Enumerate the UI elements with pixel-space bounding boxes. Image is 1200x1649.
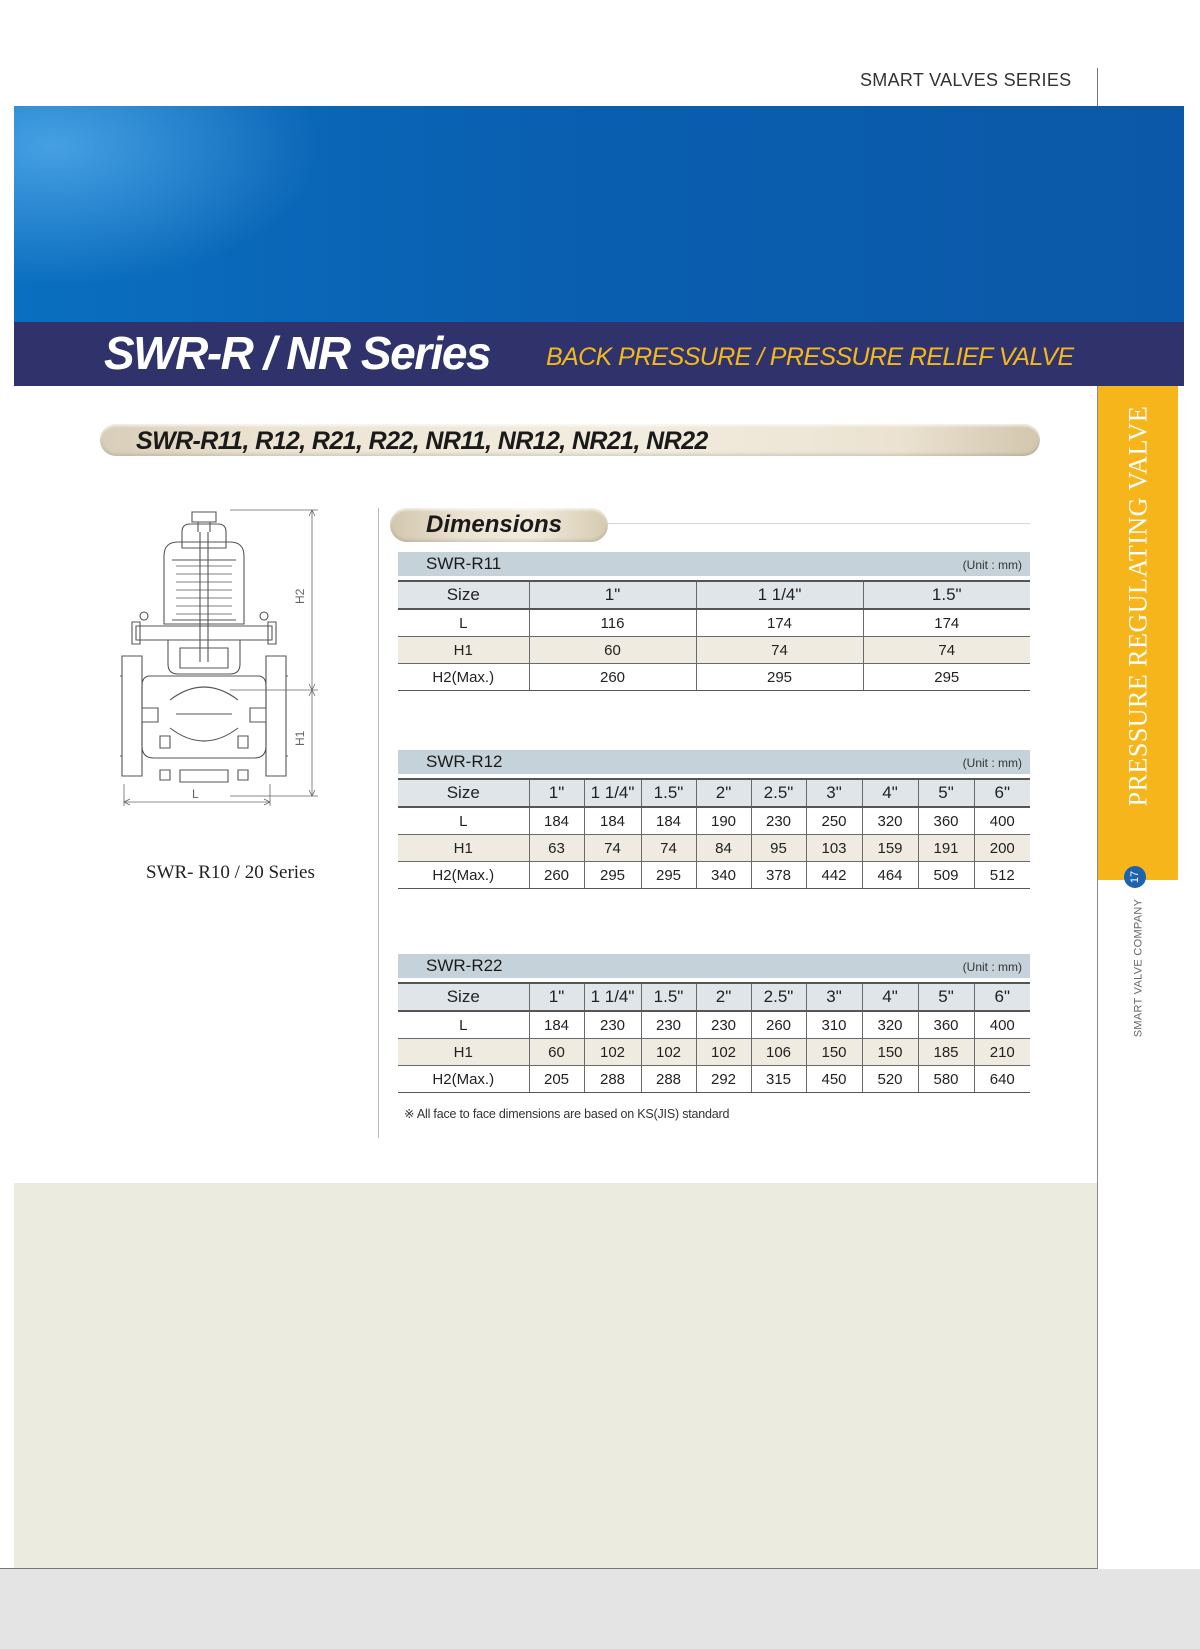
table-cell: 5" xyxy=(918,983,974,1011)
table-cell: 1.5" xyxy=(641,983,696,1011)
table-cell: 450 xyxy=(806,1066,862,1093)
table-cell: 174 xyxy=(863,609,1030,637)
table-cell: 60 xyxy=(529,1039,584,1066)
table-row xyxy=(398,609,1030,637)
table-cell: 184 xyxy=(641,807,696,835)
table-header-r11 xyxy=(398,552,1030,576)
table-row xyxy=(398,664,1030,691)
table-cell: 74 xyxy=(696,637,863,664)
table-row xyxy=(398,779,1030,807)
dim-l-label: L xyxy=(192,787,199,801)
table-header-r12 xyxy=(398,750,1030,774)
beige-panel xyxy=(14,1183,1097,1568)
table-cell: 210 xyxy=(974,1039,1030,1066)
table-cell: 102 xyxy=(584,1039,641,1066)
table-cell: 310 xyxy=(806,1011,862,1039)
table-cell: 184 xyxy=(529,1011,584,1039)
table-cell: 102 xyxy=(696,1039,751,1066)
table-cell: 250 xyxy=(806,807,862,835)
table-cell: 4" xyxy=(862,983,918,1011)
table-header-r22 xyxy=(398,954,1030,978)
page-number-badge xyxy=(1124,866,1146,888)
table-cell: 200 xyxy=(974,835,1030,862)
row-label: Size xyxy=(398,581,529,609)
table-cell: 230 xyxy=(751,807,806,835)
table-cell: 150 xyxy=(862,1039,918,1066)
dimension-table-r11 xyxy=(398,580,1030,691)
table-cell: 63 xyxy=(529,835,584,862)
table-cell: 74 xyxy=(641,835,696,862)
table-cell: 288 xyxy=(641,1066,696,1093)
table-cell: 292 xyxy=(696,1066,751,1093)
table-cell: 103 xyxy=(806,835,862,862)
table-cell: 174 xyxy=(696,609,863,637)
table-cell: 295 xyxy=(584,862,641,889)
dimension-table-r12 xyxy=(398,778,1030,889)
row-label: L xyxy=(398,609,529,637)
table-cell: 1 1/4" xyxy=(584,779,641,807)
table-cell: 360 xyxy=(918,1011,974,1039)
table-cell: 1.5" xyxy=(641,779,696,807)
table-cell: 106 xyxy=(751,1039,806,1066)
row-label: Size xyxy=(398,779,529,807)
header-divider xyxy=(1097,68,1098,106)
page-title: SWR-R / NR Series xyxy=(104,327,491,379)
table-cell: 464 xyxy=(862,862,918,889)
row-label: H1 xyxy=(398,1039,529,1066)
table-cell: 2" xyxy=(696,779,751,807)
table-cell: 295 xyxy=(641,862,696,889)
table-cell: 260 xyxy=(751,1011,806,1039)
table-title: SWR-R11 xyxy=(426,554,502,573)
table-cell: 320 xyxy=(862,807,918,835)
table-row xyxy=(398,1011,1030,1039)
table-cell: 288 xyxy=(584,1066,641,1093)
table-cell: 360 xyxy=(918,807,974,835)
table-cell: 95 xyxy=(751,835,806,862)
table-cell: 1" xyxy=(529,779,584,807)
dimensions-rule xyxy=(608,523,1030,524)
table-unit: (Unit : mm) xyxy=(962,756,1022,770)
table-cell: 150 xyxy=(806,1039,862,1066)
table-cell: 1" xyxy=(529,581,696,609)
table-cell: 2.5" xyxy=(751,779,806,807)
table-cell: 442 xyxy=(806,862,862,889)
table-cell: 230 xyxy=(696,1011,751,1039)
table-cell: 1 1/4" xyxy=(584,983,641,1011)
table-cell: 340 xyxy=(696,862,751,889)
table-cell: 102 xyxy=(641,1039,696,1066)
table-cell: 400 xyxy=(974,1011,1030,1039)
bottom-margin xyxy=(0,1569,1200,1649)
table-cell: 520 xyxy=(862,1066,918,1093)
table-cell: 400 xyxy=(974,807,1030,835)
table-cell: 509 xyxy=(918,862,974,889)
footnote: ※ All face to face dimensions are based on KS(JIS) standard xyxy=(404,1107,730,1121)
content-divider xyxy=(378,508,379,1138)
table-cell: 512 xyxy=(974,862,1030,889)
row-label: H1 xyxy=(398,835,529,862)
table-cell: 6" xyxy=(974,779,1030,807)
page-subtitle: BACK PRESSURE / PRESSURE RELIEF VALVE xyxy=(546,343,1074,371)
table-unit: (Unit : mm) xyxy=(962,558,1022,572)
models-list: SWR-R11, R12, R21, R22, NR11, NR12, NR21, NR22 xyxy=(136,427,708,455)
table-row xyxy=(398,835,1030,862)
table-row xyxy=(398,1039,1030,1066)
row-label: H1 xyxy=(398,637,529,664)
table-cell: 60 xyxy=(529,637,696,664)
table-cell: 315 xyxy=(751,1066,806,1093)
table-cell: 205 xyxy=(529,1066,584,1093)
dimensions-heading: Dimensions xyxy=(426,511,563,538)
dim-h2-label: H2 xyxy=(293,588,307,604)
table-unit: (Unit : mm) xyxy=(962,960,1022,974)
table-cell: 6" xyxy=(974,983,1030,1011)
series-header: SMART VALVES SERIES xyxy=(860,70,1072,90)
table-cell: 184 xyxy=(584,807,641,835)
valve-drawing xyxy=(120,500,350,850)
table-cell: 74 xyxy=(584,835,641,862)
company-label: SMART VALVE COMPANY xyxy=(1132,898,1144,1038)
drawing-caption: SWR- R10 / 20 Series xyxy=(146,862,315,883)
table-cell: 260 xyxy=(529,664,696,691)
table-row xyxy=(398,637,1030,664)
table-cell: 1" xyxy=(529,983,584,1011)
table-row xyxy=(398,983,1030,1011)
table-cell: 378 xyxy=(751,862,806,889)
table-cell: 640 xyxy=(974,1066,1030,1093)
table-row xyxy=(398,581,1030,609)
table-cell: 1.5" xyxy=(863,581,1030,609)
table-cell: 2.5" xyxy=(751,983,806,1011)
company-label-wrap xyxy=(1098,898,1178,1038)
table-cell: 116 xyxy=(529,609,696,637)
table-cell: 230 xyxy=(584,1011,641,1039)
blue-banner xyxy=(14,106,1184,322)
table-cell: 185 xyxy=(918,1039,974,1066)
row-label: H2(Max.) xyxy=(398,664,529,691)
table-cell: 190 xyxy=(696,807,751,835)
page-number: 17 xyxy=(1129,870,1141,884)
table-cell: 580 xyxy=(918,1066,974,1093)
side-tab-label-wrap xyxy=(1098,386,1178,826)
table-title: SWR-R12 xyxy=(426,752,503,771)
row-label: L xyxy=(398,1011,529,1039)
row-label: Size xyxy=(398,983,529,1011)
table-cell: 5" xyxy=(918,779,974,807)
table-row xyxy=(398,807,1030,835)
table-cell: 74 xyxy=(863,637,1030,664)
table-row xyxy=(398,862,1030,889)
table-cell: 1 1/4" xyxy=(696,581,863,609)
table-cell: 3" xyxy=(806,779,862,807)
table-cell: 4" xyxy=(862,779,918,807)
table-cell: 159 xyxy=(862,835,918,862)
row-label: H2(Max.) xyxy=(398,1066,529,1093)
dimension-table-r22 xyxy=(398,982,1030,1093)
table-cell: 260 xyxy=(529,862,584,889)
row-label: L xyxy=(398,807,529,835)
side-tab-label: PRESSURE REGULATING VALVE xyxy=(1123,405,1153,807)
row-label: H2(Max.) xyxy=(398,862,529,889)
table-title: SWR-R22 xyxy=(426,956,503,975)
table-cell: 295 xyxy=(696,664,863,691)
table-cell: 2" xyxy=(696,983,751,1011)
table-row xyxy=(398,1066,1030,1093)
table-cell: 191 xyxy=(918,835,974,862)
table-cell: 320 xyxy=(862,1011,918,1039)
table-cell: 230 xyxy=(641,1011,696,1039)
table-cell: 184 xyxy=(529,807,584,835)
table-cell: 295 xyxy=(863,664,1030,691)
dim-h1-label: H1 xyxy=(293,730,307,746)
table-cell: 84 xyxy=(696,835,751,862)
table-cell: 3" xyxy=(806,983,862,1011)
